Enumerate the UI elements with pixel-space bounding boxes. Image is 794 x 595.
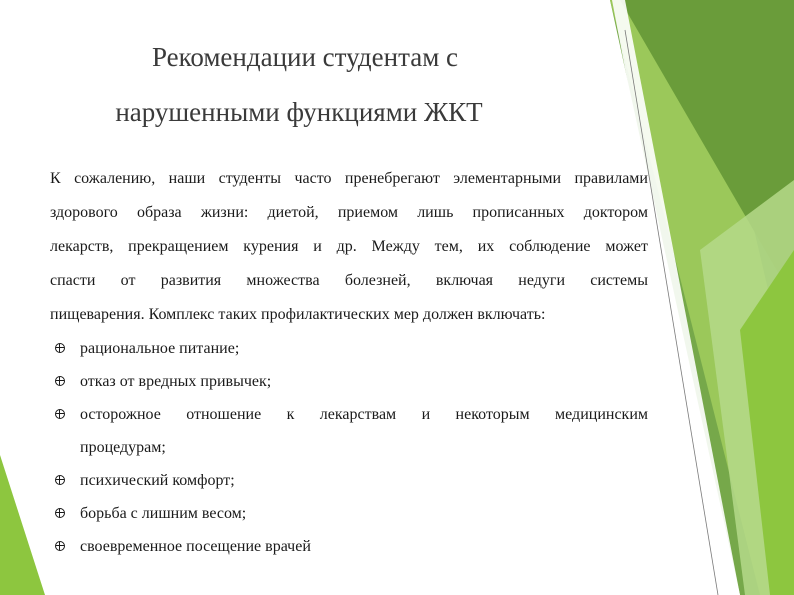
- paragraph-line: здорового образа жизни: диетой, приемом лишь прописанных доктором: [50, 204, 648, 221]
- title-line-2: нарушенными функциями ЖКТ: [115, 97, 483, 127]
- list-item-text: рациональное питание;: [80, 340, 240, 357]
- list-item-text: психический комфорт;: [80, 472, 235, 489]
- recommendation-list: [50, 332, 648, 563]
- list-item-text: своевременное посещение врачей: [80, 538, 311, 555]
- bullet-icon: [55, 409, 65, 419]
- paragraph-line: спасти от развития множества болезней, включая недуги системы: [50, 272, 648, 289]
- list-item-text: осторожное отношение к лекарствам и некоторым медицинским: [80, 406, 648, 423]
- paragraph-line: К сожалению, наши студенты часто пренебрегают элементарными правилами: [50, 170, 648, 187]
- list-item: [50, 365, 648, 398]
- title-line-1: Рекомендации студентам с: [151, 42, 459, 72]
- list-item-text-continuation: процедурам;: [80, 439, 166, 456]
- bullet-icon: [55, 508, 65, 518]
- list-item-text: отказ от вредных привычек;: [80, 373, 272, 390]
- paragraph-line: лекарств, прекращением курения и др. Между тем, их соблюдение может: [50, 238, 648, 255]
- bullet-icon: [55, 475, 65, 485]
- intro-paragraph: [50, 162, 648, 332]
- bullet-icon: [55, 343, 65, 353]
- list-item: [50, 497, 648, 530]
- list-item: [50, 530, 648, 563]
- list-item: [50, 332, 648, 365]
- bullet-icon: [55, 541, 65, 551]
- paragraph-line: пищеварения. Комплекс таких профилактических мер должен включать:: [50, 306, 546, 323]
- list-item: [50, 464, 648, 497]
- bullet-icon: [55, 376, 65, 386]
- left-green-triangle: [0, 455, 45, 595]
- list-item-text: борьба с лишним весом;: [80, 505, 247, 522]
- list-item: [50, 398, 648, 464]
